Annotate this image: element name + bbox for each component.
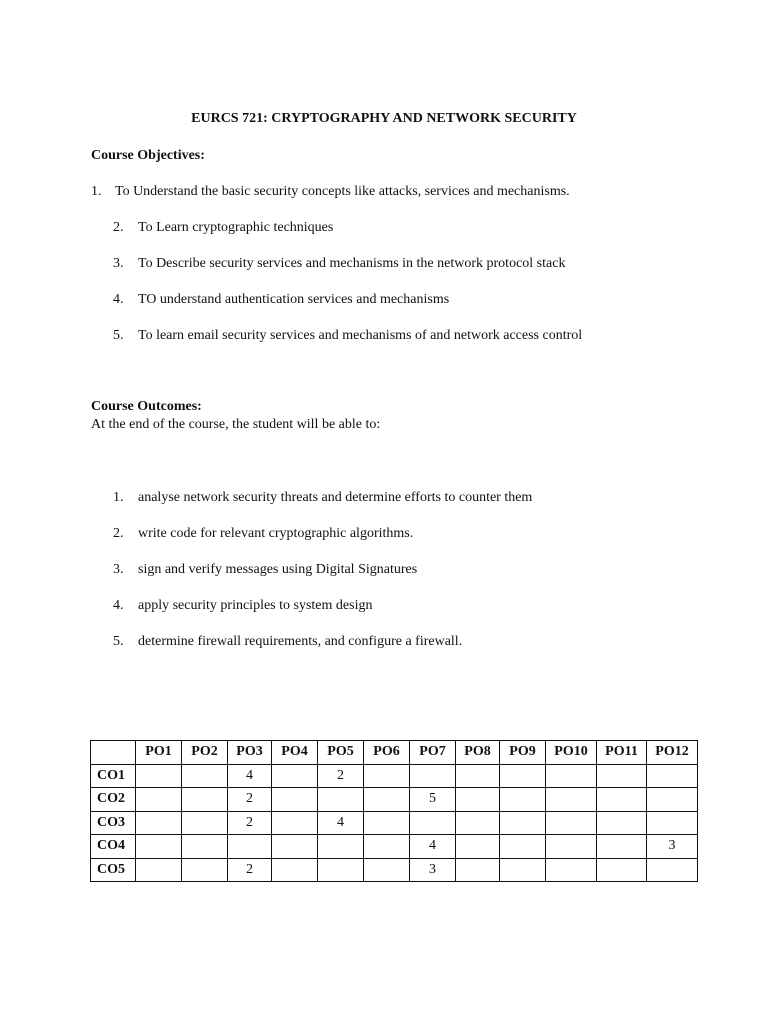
outcomes-intro: At the end of the course, the student will be able to: — [91, 417, 381, 432]
table-row — [91, 788, 698, 812]
table-cell — [456, 835, 500, 859]
table-header-cell: PO2 — [182, 741, 228, 765]
table-cell — [597, 835, 647, 859]
list-item-text: determine firewall requirements, and configure a firewall. — [138, 634, 463, 649]
table-cell — [546, 788, 597, 812]
table-cell — [364, 788, 410, 812]
table-header-row — [91, 741, 698, 765]
list-item-text: sign and verify messages using Digital Signatures — [138, 562, 418, 577]
table-cell — [182, 835, 228, 859]
list-item-text: apply security principles to system design — [138, 598, 373, 613]
table-cell — [597, 764, 647, 788]
table-cell — [546, 811, 597, 835]
table-cell — [597, 811, 647, 835]
table-cell — [136, 764, 182, 788]
table-header-cell: PO6 — [364, 741, 410, 765]
table-cell — [182, 788, 228, 812]
table-cell — [136, 835, 182, 859]
table-cell — [364, 764, 410, 788]
list-item-text: analyse network security threats and determine efforts to counter them — [138, 490, 533, 505]
table-header-cell: PO1 — [136, 741, 182, 765]
list-item-number: 1. — [113, 490, 124, 505]
table-cell: 5 — [410, 788, 456, 812]
table-cell — [500, 764, 546, 788]
table-cell: 4 — [318, 811, 364, 835]
outcomes-heading: Course Outcomes: — [91, 399, 202, 414]
table-header-cell: PO7 — [410, 741, 456, 765]
table-cell: 2 — [228, 788, 272, 812]
list-item-text: To Learn cryptographic techniques — [138, 220, 334, 235]
co-po-mapping-table — [90, 740, 698, 882]
table-cell: 4 — [228, 764, 272, 788]
table-cell: 2 — [318, 764, 364, 788]
table-cell — [136, 788, 182, 812]
table-header-cell: PO8 — [456, 741, 500, 765]
table-cell — [456, 811, 500, 835]
table-corner-cell — [91, 741, 136, 765]
table-header-cell: PO10 — [546, 741, 597, 765]
list-item-number: 5. — [113, 328, 124, 343]
table-row-label: CO2 — [91, 788, 136, 812]
table-cell — [500, 835, 546, 859]
table-cell — [136, 858, 182, 882]
table-header-cell: PO5 — [318, 741, 364, 765]
table-cell — [182, 858, 228, 882]
table-header-cell: PO4 — [272, 741, 318, 765]
table-cell: 3 — [647, 835, 698, 859]
table-cell — [647, 788, 698, 812]
list-item-number: 4. — [113, 598, 124, 613]
table-cell: 4 — [410, 835, 456, 859]
table-row — [91, 835, 698, 859]
list-item-text: To learn email security services and mechanisms of and network access control — [138, 328, 583, 343]
table-cell — [272, 811, 318, 835]
table-cell: 2 — [228, 811, 272, 835]
list-item-number: 4. — [113, 292, 124, 307]
table-cell — [272, 858, 318, 882]
table-cell — [410, 811, 456, 835]
table-cell — [597, 858, 647, 882]
table-cell — [500, 858, 546, 882]
list-item-number: 2. — [113, 526, 124, 541]
list-item-text: write code for relevant cryptographic algorithms. — [138, 526, 414, 541]
table-row-label: CO1 — [91, 764, 136, 788]
table-cell — [182, 764, 228, 788]
table-cell — [364, 858, 410, 882]
table-cell — [456, 764, 500, 788]
table-row — [91, 858, 698, 882]
table-cell — [597, 788, 647, 812]
table-cell — [647, 811, 698, 835]
table-cell — [546, 835, 597, 859]
table-cell — [364, 835, 410, 859]
table-header-cell: PO3 — [228, 741, 272, 765]
table-cell — [272, 835, 318, 859]
list-item-number: 5. — [113, 634, 124, 649]
table-row — [91, 811, 698, 835]
table-cell — [456, 858, 500, 882]
table-row-label: CO4 — [91, 835, 136, 859]
list-item-text: To Describe security services and mechanisms in the network protocol stack — [138, 256, 566, 271]
list-item-number: 3. — [113, 256, 124, 271]
table-cell — [228, 835, 272, 859]
table-cell — [546, 764, 597, 788]
table-cell — [272, 764, 318, 788]
table-cell: 2 — [228, 858, 272, 882]
table-row-label: CO3 — [91, 811, 136, 835]
table-cell — [647, 858, 698, 882]
list-item-number: 3. — [113, 562, 124, 577]
list-item-number: 2. — [113, 220, 124, 235]
table-cell — [272, 788, 318, 812]
table-cell — [456, 788, 500, 812]
table-cell — [136, 811, 182, 835]
table-cell — [182, 811, 228, 835]
table-header-cell: PO9 — [500, 741, 546, 765]
table-header-cell: PO11 — [597, 741, 647, 765]
table-cell — [410, 764, 456, 788]
table-cell — [500, 811, 546, 835]
page-title: EURCS 721: CRYPTOGRAPHY AND NETWORK SECURITY — [191, 111, 577, 126]
table-cell — [500, 788, 546, 812]
table-cell: 3 — [410, 858, 456, 882]
table-row-label: CO5 — [91, 858, 136, 882]
table-cell — [647, 764, 698, 788]
table-cell — [318, 835, 364, 859]
objectives-heading: Course Objectives: — [91, 148, 205, 163]
table-cell — [364, 811, 410, 835]
table-cell — [546, 858, 597, 882]
list-item-text: TO understand authentication services and mechanisms — [138, 292, 450, 307]
list-item-number: 1. — [91, 184, 102, 199]
table-row — [91, 764, 698, 788]
list-item-text: To Understand the basic security concepts like attacks, services and mechanisms. — [115, 184, 570, 199]
table-cell — [318, 858, 364, 882]
table-header-cell: PO12 — [647, 741, 698, 765]
table-cell — [318, 788, 364, 812]
